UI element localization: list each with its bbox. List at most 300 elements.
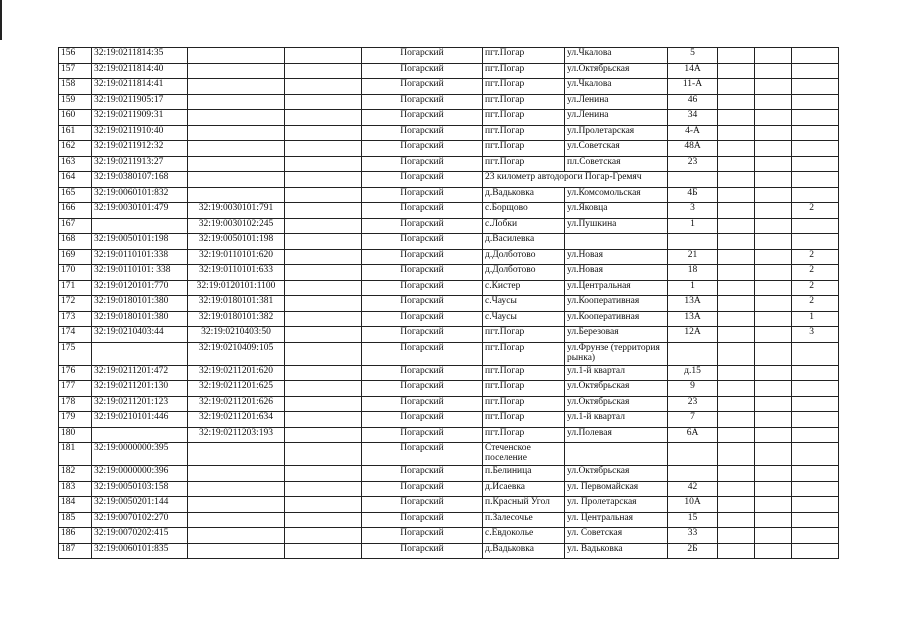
empty-cell [285, 481, 362, 497]
district-cell: Погарский [362, 249, 483, 265]
table-row [59, 125, 839, 141]
settlement-cell: пгт.Погар [483, 48, 565, 64]
building-cadastral-number-cell [188, 187, 285, 203]
cadastral-number-cell: 32:19:0000000:396 [92, 466, 188, 482]
street-cell: ул.1-й квартал [565, 365, 668, 381]
empty-cell [718, 94, 755, 110]
row-number-cell: 186 [59, 528, 92, 544]
settlement-cell: пгт.Погар [483, 125, 565, 141]
building-cadastral-number-cell: 32:19:0110101:633 [188, 265, 285, 281]
floors-cell [792, 234, 839, 250]
empty-cell [718, 412, 755, 428]
empty-cell [285, 172, 362, 188]
empty-cell [285, 443, 362, 466]
floors-cell: 3 [792, 327, 839, 343]
empty-cell [718, 497, 755, 513]
settlement-cell: пгт.Погар [483, 63, 565, 79]
empty-cell [718, 327, 755, 343]
street-cell: ул.Пушкина [565, 218, 668, 234]
table-row [59, 365, 839, 381]
row-number-cell: 172 [59, 296, 92, 312]
cadastral-number-cell: 32:19:0050201:144 [92, 497, 188, 513]
street-cell [565, 443, 668, 466]
table-row [59, 79, 839, 95]
empty-cell [755, 125, 792, 141]
settlement-cell: Стеченское поселение [483, 443, 565, 466]
floors-cell [792, 412, 839, 428]
building-cadastral-number-cell: 32:19:0120101:1100 [188, 280, 285, 296]
row-number-cell: 182 [59, 466, 92, 482]
empty-cell [718, 63, 755, 79]
cadastral-number-cell: 32:19:0211909:31 [92, 110, 188, 126]
empty-cell [285, 125, 362, 141]
street-cell: ул. Первомайская [565, 481, 668, 497]
street-cell: ул.Октябрьская [565, 381, 668, 397]
cadastral-number-cell: 32:19:0060101:832 [92, 187, 188, 203]
empty-cell [718, 512, 755, 528]
cadastral-number-cell: 32:19:0050101:198 [92, 234, 188, 250]
empty-cell [755, 443, 792, 466]
empty-cell [285, 48, 362, 64]
district-cell: Погарский [362, 296, 483, 312]
settlement-cell: пгт.Погар [483, 156, 565, 172]
floors-cell [792, 396, 839, 412]
district-cell: Погарский [362, 110, 483, 126]
district-cell: Погарский [362, 156, 483, 172]
house-number-cell [668, 342, 718, 365]
empty-cell [285, 234, 362, 250]
floors-cell [792, 141, 839, 157]
empty-cell [755, 48, 792, 64]
row-number-cell: 178 [59, 396, 92, 412]
cadastral-number-cell: 32:19:0070102:270 [92, 512, 188, 528]
row-number-cell: 187 [59, 543, 92, 559]
floors-cell: 2 [792, 280, 839, 296]
empty-cell [285, 296, 362, 312]
table-row [59, 234, 839, 250]
settlement-cell: пгт.Погар [483, 412, 565, 428]
empty-cell [755, 497, 792, 513]
table-row [59, 48, 839, 64]
district-cell: Погарский [362, 172, 483, 188]
house-number-cell: 18 [668, 265, 718, 281]
empty-cell [718, 543, 755, 559]
cadastral-number-cell: 32:19:0211814:35 [92, 48, 188, 64]
house-number-cell [668, 443, 718, 466]
empty-cell [718, 234, 755, 250]
house-number-cell: 11-А [668, 79, 718, 95]
cadastral-number-cell [92, 427, 188, 443]
building-cadastral-number-cell: 32:19:0211201:626 [188, 396, 285, 412]
building-cadastral-number-cell: 32:19:0211201:620 [188, 365, 285, 381]
empty-cell [755, 187, 792, 203]
district-cell: Погарский [362, 381, 483, 397]
building-cadastral-number-cell: 32:19:0030101:791 [188, 203, 285, 219]
table-row [59, 110, 839, 126]
row-number-cell: 168 [59, 234, 92, 250]
floors-cell [792, 381, 839, 397]
settlement-cell: с.Борщово [483, 203, 565, 219]
empty-cell [718, 125, 755, 141]
empty-cell [718, 443, 755, 466]
table-row [59, 218, 839, 234]
floors-cell [792, 125, 839, 141]
district-cell: Погарский [362, 481, 483, 497]
house-number-cell: 1 [668, 218, 718, 234]
row-number-cell: 157 [59, 63, 92, 79]
empty-cell [718, 141, 755, 157]
building-cadastral-number-cell [188, 512, 285, 528]
cadastral-number-cell: 32:19:0000000:395 [92, 443, 188, 466]
district-cell: Погарский [362, 218, 483, 234]
district-cell: Погарский [362, 365, 483, 381]
cadastral-number-cell: 32:19:0211910:40 [92, 125, 188, 141]
row-number-cell: 165 [59, 187, 92, 203]
district-cell: Погарский [362, 265, 483, 281]
table-row [59, 249, 839, 265]
row-number-cell: 185 [59, 512, 92, 528]
table-row [59, 296, 839, 312]
empty-cell [285, 412, 362, 428]
settlement-cell: пгт.Погар [483, 79, 565, 95]
building-cadastral-number-cell: 32:19:0210403:50 [188, 327, 285, 343]
building-cadastral-number-cell [188, 110, 285, 126]
district-cell: Погарский [362, 528, 483, 544]
building-cadastral-number-cell [188, 543, 285, 559]
cadastral-number-cell: 32:19:0210403:44 [92, 327, 188, 343]
empty-cell [718, 110, 755, 126]
row-number-cell: 184 [59, 497, 92, 513]
table-row [59, 187, 839, 203]
row-number-cell: 171 [59, 280, 92, 296]
row-number-cell: 174 [59, 327, 92, 343]
empty-cell [285, 280, 362, 296]
district-cell: Погарский [362, 63, 483, 79]
district-cell: Погарский [362, 94, 483, 110]
house-number-cell: 34 [668, 110, 718, 126]
building-cadastral-number-cell [188, 443, 285, 466]
empty-cell [285, 365, 362, 381]
empty-cell [755, 311, 792, 327]
building-cadastral-number-cell [188, 156, 285, 172]
floors-cell [792, 543, 839, 559]
house-number-cell: 6А [668, 427, 718, 443]
empty-cell [285, 427, 362, 443]
settlement-cell: пгт.Погар [483, 327, 565, 343]
street-cell: ул.Октябрьская [565, 466, 668, 482]
table-row [59, 481, 839, 497]
cadastral-number-cell: 32:19:0211201:130 [92, 381, 188, 397]
settlement-cell: с.Лобки [483, 218, 565, 234]
empty-cell [755, 265, 792, 281]
house-number-cell: 13А [668, 296, 718, 312]
cadastral-number-cell: 32:19:0211913:27 [92, 156, 188, 172]
row-number-cell: 169 [59, 249, 92, 265]
district-cell: Погарский [362, 543, 483, 559]
house-number-cell [668, 234, 718, 250]
empty-cell [718, 172, 755, 188]
street-cell: ул.Ленина [565, 94, 668, 110]
house-number-cell: 4-А [668, 125, 718, 141]
building-cadastral-number-cell: 32:19:0180101:381 [188, 296, 285, 312]
table-row [59, 543, 839, 559]
street-cell: ул. Советская [565, 528, 668, 544]
house-number-cell: 23 [668, 396, 718, 412]
table-row [59, 156, 839, 172]
settlement-cell: пгт.Погар [483, 110, 565, 126]
table-row [59, 63, 839, 79]
street-cell: ул.Центральная [565, 280, 668, 296]
building-cadastral-number-cell: 32:19:0211201:634 [188, 412, 285, 428]
floors-cell [792, 427, 839, 443]
district-cell: Погарский [362, 311, 483, 327]
building-cadastral-number-cell [188, 79, 285, 95]
row-number-cell: 180 [59, 427, 92, 443]
floors-cell [792, 443, 839, 466]
building-cadastral-number-cell: 32:19:0050101:198 [188, 234, 285, 250]
district-cell: Погарский [362, 187, 483, 203]
settlement-cell: п.Залесочье [483, 512, 565, 528]
settlement-cell: п.Красный Угол [483, 497, 565, 513]
row-number-cell: 179 [59, 412, 92, 428]
settlement-cell: пгт.Погар [483, 342, 565, 365]
district-cell: Погарский [362, 79, 483, 95]
district-cell: Погарский [362, 280, 483, 296]
empty-cell [755, 327, 792, 343]
building-cadastral-number-cell: 32:19:0211203:193 [188, 427, 285, 443]
district-cell: Погарский [362, 234, 483, 250]
district-cell: Погарский [362, 443, 483, 466]
cadastral-number-cell: 32:19:0110101:338 [92, 249, 188, 265]
street-cell: ул.Кооперативная [565, 311, 668, 327]
cadastral-number-cell: 32:19:0060101:835 [92, 543, 188, 559]
street-cell: ул.Чкалова [565, 48, 668, 64]
street-cell: ул.Советская [565, 141, 668, 157]
building-cadastral-number-cell [188, 48, 285, 64]
empty-cell [755, 342, 792, 365]
cadastral-number-cell: 32:19:0380107:168 [92, 172, 188, 188]
empty-cell [285, 63, 362, 79]
floors-cell [792, 187, 839, 203]
empty-cell [285, 94, 362, 110]
table-row [59, 443, 839, 466]
district-cell: Погарский [362, 497, 483, 513]
empty-cell [718, 79, 755, 95]
building-cadastral-number-cell [188, 125, 285, 141]
empty-cell [755, 512, 792, 528]
settlement-cell: п.Белиница [483, 466, 565, 482]
row-number-cell: 177 [59, 381, 92, 397]
binding-edge-mark [0, 0, 2, 40]
empty-cell [285, 327, 362, 343]
district-cell: Погарский [362, 466, 483, 482]
empty-cell [755, 156, 792, 172]
table-row [59, 412, 839, 428]
house-number-cell [668, 466, 718, 482]
cadastral-number-cell: 32:19:0211201:472 [92, 365, 188, 381]
street-cell: ул.Новая [565, 249, 668, 265]
settlement-cell: пгт.Погар [483, 94, 565, 110]
settlement-cell: д.Вадьковка [483, 543, 565, 559]
empty-cell [755, 412, 792, 428]
floors-cell [792, 156, 839, 172]
empty-cell [718, 187, 755, 203]
street-cell: ул.Пролетарская [565, 125, 668, 141]
row-number-cell: 160 [59, 110, 92, 126]
empty-cell [755, 365, 792, 381]
empty-cell [718, 311, 755, 327]
empty-cell [718, 365, 755, 381]
building-cadastral-number-cell [188, 94, 285, 110]
house-number-cell: 48А [668, 141, 718, 157]
settlement-cell: с.Чаусы [483, 296, 565, 312]
cadastral-number-cell: 32:19:0180101:380 [92, 296, 188, 312]
floors-cell [792, 466, 839, 482]
empty-cell [285, 203, 362, 219]
floors-cell [792, 365, 839, 381]
empty-cell [718, 427, 755, 443]
house-number-cell: 13А [668, 311, 718, 327]
house-number-cell: 46 [668, 94, 718, 110]
house-number-cell: 9 [668, 381, 718, 397]
empty-cell [755, 543, 792, 559]
street-cell: ул. Центральная [565, 512, 668, 528]
row-number-cell: 158 [59, 79, 92, 95]
settlement-cell: д.Вадьковка [483, 187, 565, 203]
address-merged-cell: 23 километр автодороги Погар-Гремяч [483, 172, 668, 188]
street-cell: ул. Пролетарская [565, 497, 668, 513]
cadastral-number-cell: 32:19:0211814:41 [92, 79, 188, 95]
empty-cell [755, 110, 792, 126]
floors-cell: 2 [792, 296, 839, 312]
empty-cell [755, 218, 792, 234]
settlement-cell: пгт.Погар [483, 381, 565, 397]
floors-cell: 2 [792, 203, 839, 219]
cadastral-number-cell: 32:19:0030101:479 [92, 203, 188, 219]
empty-cell [755, 481, 792, 497]
district-cell: Погарский [362, 141, 483, 157]
empty-cell [755, 63, 792, 79]
empty-cell [755, 296, 792, 312]
empty-cell [285, 265, 362, 281]
empty-cell [755, 94, 792, 110]
house-number-cell: 21 [668, 249, 718, 265]
row-number-cell: 162 [59, 141, 92, 157]
row-number-cell: 164 [59, 172, 92, 188]
empty-cell [718, 218, 755, 234]
floors-cell: 2 [792, 265, 839, 281]
house-number-cell: 33 [668, 528, 718, 544]
settlement-cell: с.Кистер [483, 280, 565, 296]
house-number-cell: 10А [668, 497, 718, 513]
empty-cell [718, 396, 755, 412]
district-cell: Погарский [362, 342, 483, 365]
street-cell: ул.Октябрьская [565, 396, 668, 412]
building-cadastral-number-cell: 32:19:0211201:625 [188, 381, 285, 397]
table-row [59, 311, 839, 327]
settlement-cell: д.Василевка [483, 234, 565, 250]
building-cadastral-number-cell [188, 481, 285, 497]
building-cadastral-number-cell: 32:19:0210409:105 [188, 342, 285, 365]
building-cadastral-number-cell: 32:19:0180101:382 [188, 311, 285, 327]
district-cell: Погарский [362, 327, 483, 343]
empty-cell [718, 265, 755, 281]
district-cell: Погарский [362, 203, 483, 219]
empty-cell [755, 79, 792, 95]
empty-cell [285, 110, 362, 126]
house-number-cell: 2Б [668, 543, 718, 559]
cadastral-number-cell: 32:19:0180101:380 [92, 311, 188, 327]
table-row [59, 381, 839, 397]
empty-cell [755, 141, 792, 157]
empty-cell [285, 466, 362, 482]
building-cadastral-number-cell: 32:19:0030102:245 [188, 218, 285, 234]
floors-cell [792, 172, 839, 188]
row-number-cell: 156 [59, 48, 92, 64]
floors-cell [792, 218, 839, 234]
floors-cell: 2 [792, 249, 839, 265]
settlement-cell: д.Долботово [483, 265, 565, 281]
building-cadastral-number-cell [188, 528, 285, 544]
house-number-cell [668, 172, 718, 188]
empty-cell [285, 218, 362, 234]
empty-cell [285, 543, 362, 559]
empty-cell [285, 342, 362, 365]
cadastral-number-cell: 32:19:0210101:446 [92, 412, 188, 428]
floors-cell [792, 79, 839, 95]
settlement-cell: с.Чаусы [483, 311, 565, 327]
floors-cell [792, 63, 839, 79]
empty-cell [755, 234, 792, 250]
table-row [59, 172, 839, 188]
table-row [59, 427, 839, 443]
district-cell: Погарский [362, 512, 483, 528]
floors-cell [792, 528, 839, 544]
street-cell: ул.1-й квартал [565, 412, 668, 428]
table-body [59, 48, 839, 559]
settlement-cell: с.Евдоколье [483, 528, 565, 544]
table-row [59, 512, 839, 528]
settlement-cell: пгт.Погар [483, 396, 565, 412]
empty-cell [718, 342, 755, 365]
settlement-cell: пгт.Погар [483, 141, 565, 157]
cadastral-number-cell: 32:19:0110101: 338 [92, 265, 188, 281]
house-number-cell: 1 [668, 280, 718, 296]
row-number-cell: 166 [59, 203, 92, 219]
floors-cell [792, 497, 839, 513]
row-number-cell: 173 [59, 311, 92, 327]
table-row [59, 280, 839, 296]
street-cell: ул.Новая [565, 265, 668, 281]
table-row [59, 94, 839, 110]
street-cell: ул.Березовая [565, 327, 668, 343]
cadastral-number-cell: 32:19:0050103:158 [92, 481, 188, 497]
empty-cell [285, 512, 362, 528]
empty-cell [755, 466, 792, 482]
house-number-cell: 4Б [668, 187, 718, 203]
empty-cell [755, 203, 792, 219]
empty-cell [718, 48, 755, 64]
district-cell: Погарский [362, 125, 483, 141]
cadastral-number-cell: 32:19:0211814:40 [92, 63, 188, 79]
building-cadastral-number-cell [188, 63, 285, 79]
empty-cell [285, 311, 362, 327]
empty-cell [718, 280, 755, 296]
row-number-cell: 159 [59, 94, 92, 110]
empty-cell [285, 79, 362, 95]
table-row [59, 396, 839, 412]
row-number-cell: 170 [59, 265, 92, 281]
